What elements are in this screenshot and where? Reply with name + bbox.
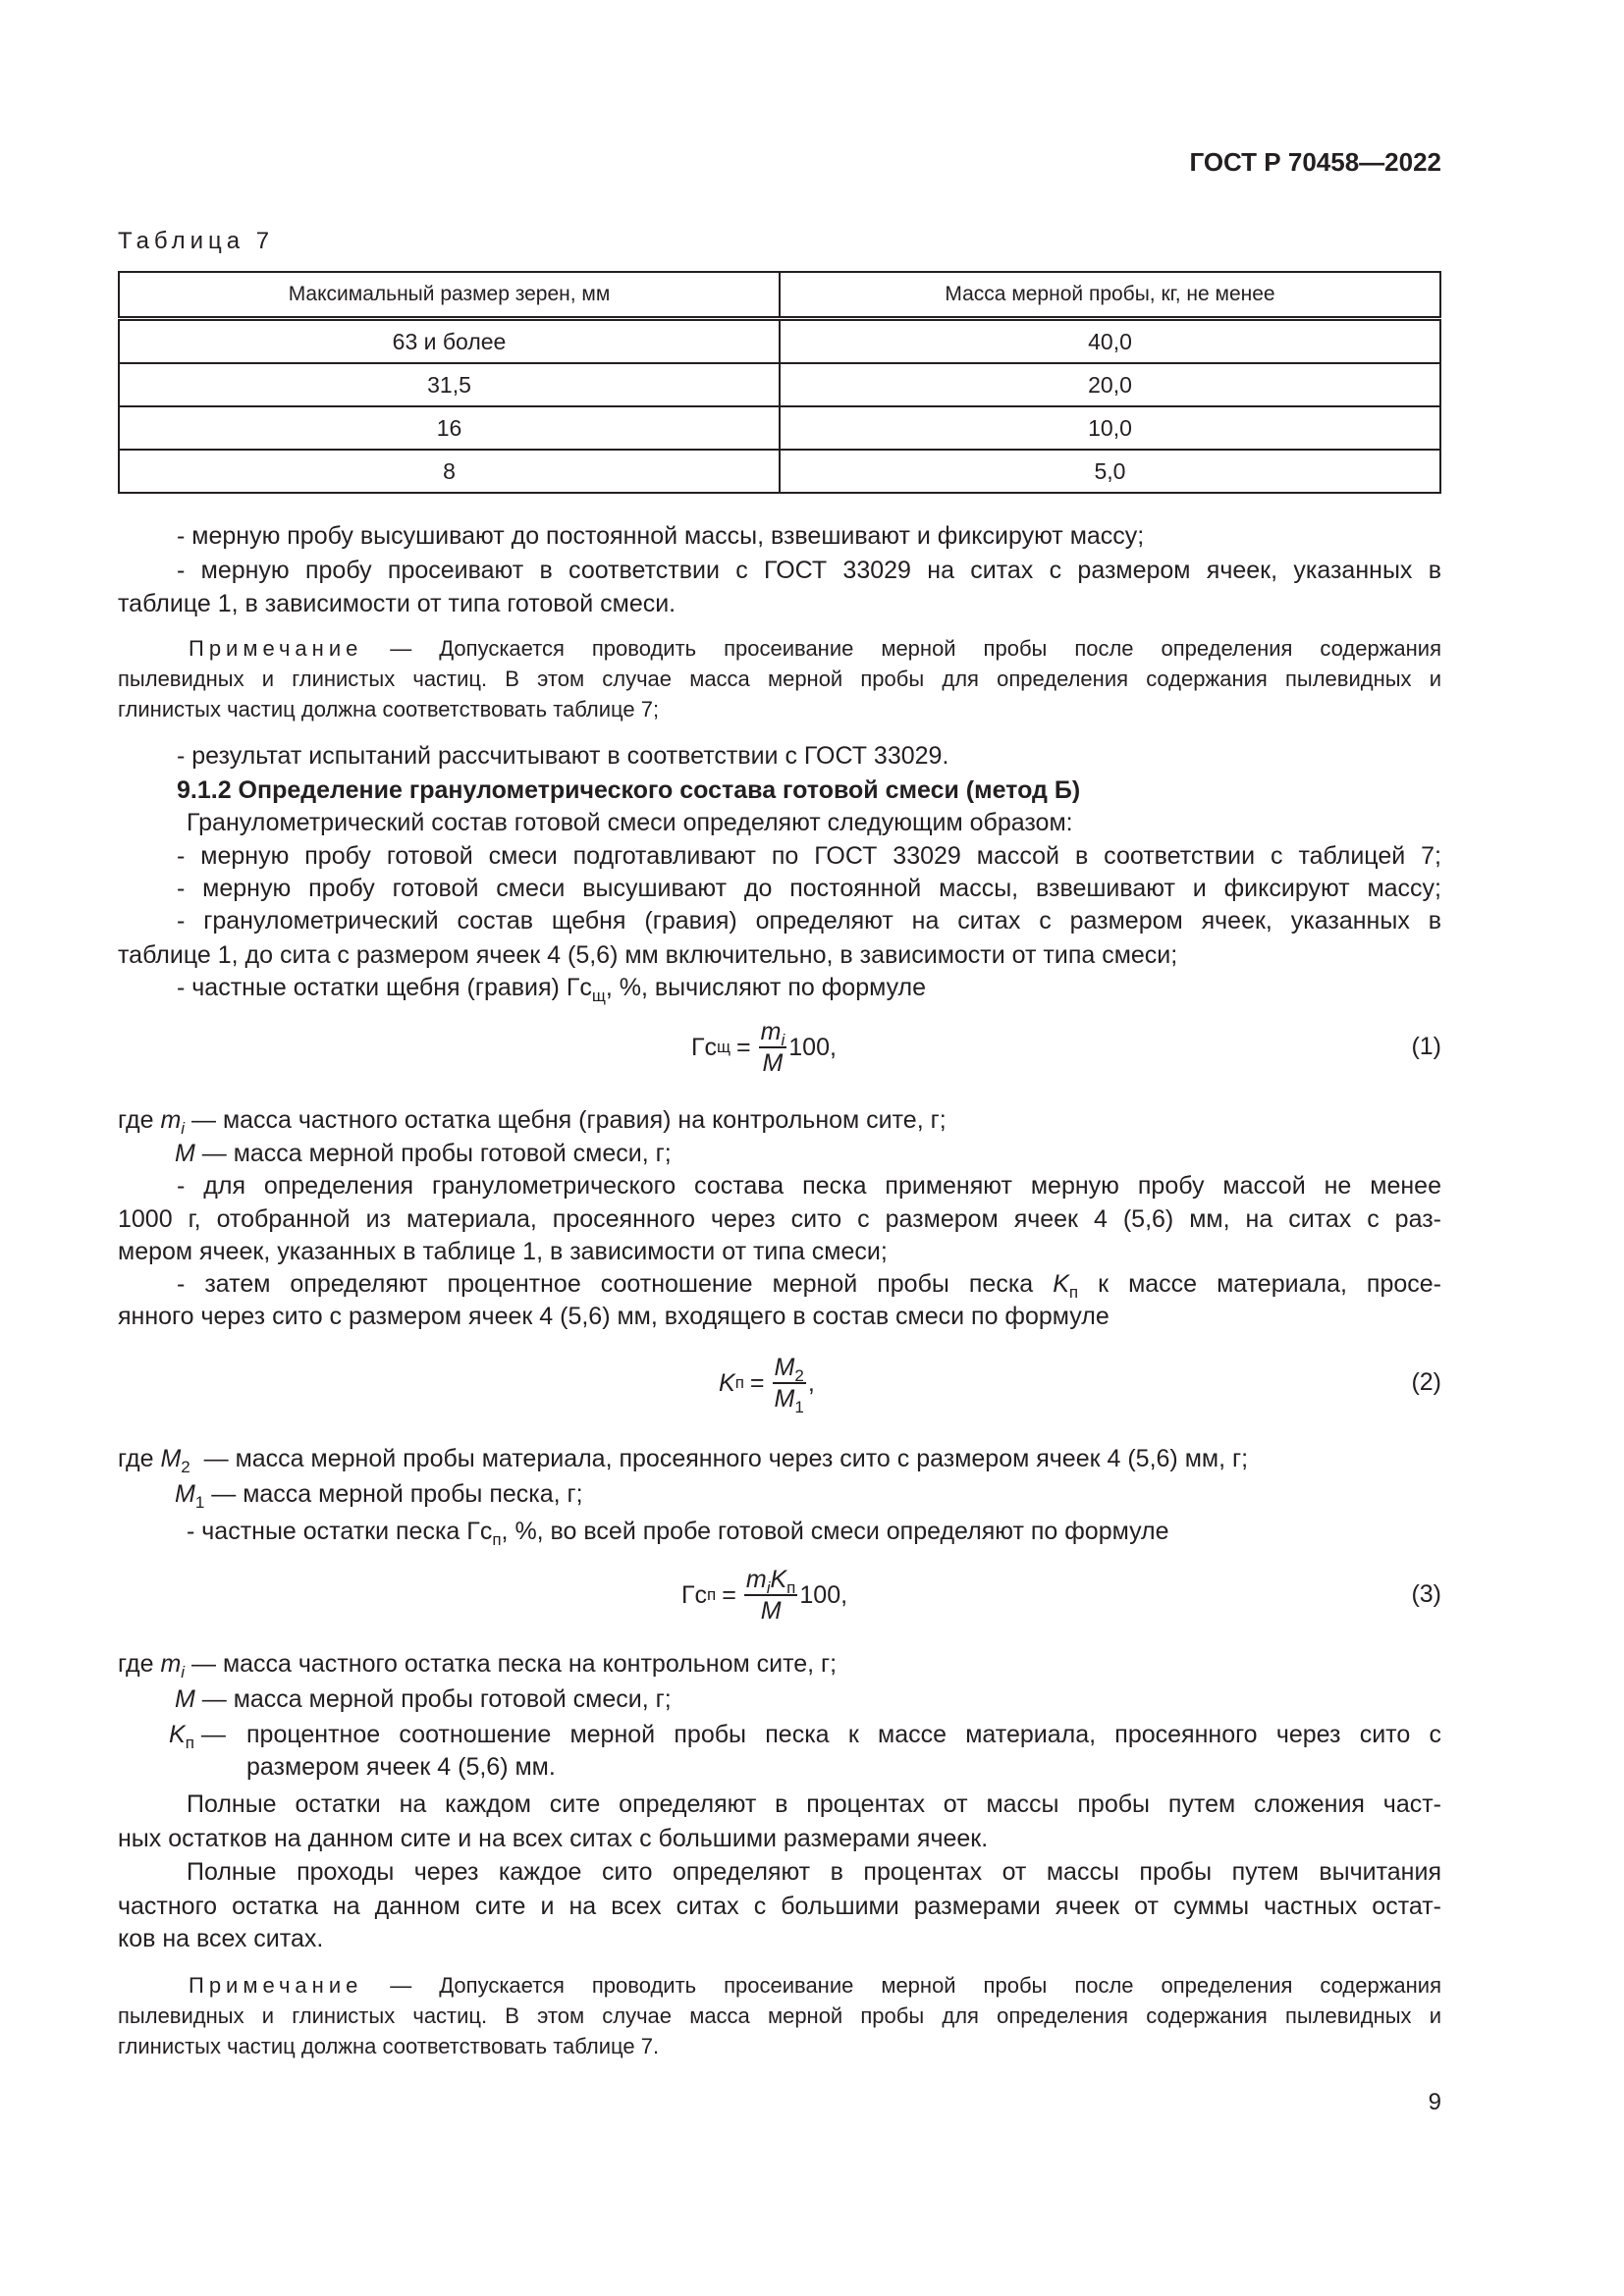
- formula-tail: 100,: [799, 1580, 848, 1609]
- subscript: [781, 1031, 785, 1049]
- note-line: глинистых частиц должна соответствовать таблице 7.: [118, 2034, 660, 2058]
- text-line: Полные остатки на каждом сите определяют в процентах от массы пробы путем сложения част-: [187, 1790, 1441, 1818]
- table-cell: 63 и более: [119, 319, 780, 364]
- numerator: [759, 1017, 787, 1048]
- text-line: - мерную пробу высушивают до постоянной массы, взвешивают и фиксируют массу;: [177, 522, 1145, 550]
- text-line: Гранулометрический состав готовой смеси определяют следующим образом:: [187, 809, 1073, 836]
- text: — масса мерной пробы песка, г;: [204, 1480, 583, 1508]
- note-text: — Допускается проводить просеивание мерной пробы после определения содержания: [362, 636, 1441, 661]
- text: где: [118, 1106, 161, 1134]
- note-line: [189, 1971, 1441, 2004]
- text: - частные остатки щебня (гравия) Гс: [177, 974, 592, 1001]
- text: — масса частного остатка песка на контрольном сите, г;: [185, 1650, 838, 1678]
- formula-lhs: Гс: [691, 1033, 718, 1061]
- subscript: п: [185, 1734, 194, 1752]
- text-line: таблице 1, до сита с размером ячеек 4 (5,6) мм включительно, в зависимости от типа смеси;: [118, 941, 1178, 969]
- text-line: [169, 1718, 226, 1751]
- text-line: - мерную пробу просеивают в соответствии с ГОСТ 33029 на ситах с размером ячеек, указанных в: [177, 557, 1441, 584]
- subscript: щ: [591, 987, 606, 1005]
- text-line: частного остатка на данном сите и на всех ситах с большими размерами ячеек от суммы частных остат-: [118, 1893, 1441, 1920]
- variable: M: [774, 1354, 795, 1381]
- denominator: [761, 1596, 782, 1626]
- subscript: i: [181, 1119, 186, 1138]
- formula-3: Гс п = $\frac{m_iK_п}{M}$ 100,: [681, 1566, 848, 1625]
- equals-sign: =: [722, 1580, 736, 1609]
- note-label: Примечание: [189, 1973, 363, 1998]
- formula-2: K п = $\frac{M_2}{M_1}$ ,: [719, 1354, 815, 1416]
- variable: M: [175, 1140, 195, 1167]
- table-header-row: [119, 272, 1440, 319]
- text-line: - гранулометрический состав щебня (гравия) определяют на ситах с размером ячеек, указанных в: [177, 907, 1441, 934]
- text-line: ных остатков на данном сите и на всех ситах с большими размерами ячеек.: [118, 1825, 989, 1852]
- numerator: [773, 1353, 806, 1384]
- formula-tail: ,: [807, 1368, 815, 1397]
- note-text: — Допускается проводить просеивание мерной пробы после определения содержания: [362, 1973, 1441, 1998]
- table-row: [119, 363, 1440, 406]
- text: - частные остатки песка Гс: [187, 1518, 493, 1545]
- subscript: 1: [794, 1398, 804, 1416]
- variable: K: [169, 1721, 186, 1748]
- table-cell: 31,5: [119, 363, 780, 406]
- variable: m: [760, 1018, 782, 1045]
- table-7: [118, 271, 1441, 494]
- table-cell: 10,0: [780, 406, 1440, 450]
- equation-number: (3): [1411, 1580, 1441, 1608]
- table-cell: 5,0: [780, 450, 1440, 493]
- subscript: 2: [181, 1458, 190, 1476]
- text-line: [175, 1137, 672, 1170]
- table-row: [119, 450, 1440, 493]
- page-number: 9: [1428, 2089, 1441, 2115]
- variable: K: [770, 1566, 787, 1593]
- text-line: размером ячеек 4 (5,6) мм.: [246, 1753, 556, 1781]
- subscript: п: [492, 1530, 502, 1549]
- formula-1: Гс щ = $\frac{m_i}{M}$ 100,: [691, 1018, 837, 1077]
- text-line: [177, 971, 926, 1004]
- note-line: [189, 634, 1441, 667]
- text-line: - мерную пробу готовой смеси подготавливают по ГОСТ 33029 массой в соответствии с таблицей 7;: [177, 842, 1441, 870]
- formula-lhs: K: [719, 1368, 735, 1397]
- fraction: [759, 1017, 787, 1078]
- subscript: 2: [794, 1366, 804, 1385]
- text: к массе материала, просе-: [1078, 1270, 1441, 1298]
- document-id: ГОСТ Р 70458—2022: [1189, 147, 1441, 177]
- equals-sign: =: [749, 1368, 765, 1397]
- text: — масса мерной пробы готовой смеси, г;: [194, 1140, 672, 1167]
- subscript: п: [1068, 1283, 1079, 1301]
- text-line: [118, 1442, 1248, 1475]
- fraction: [744, 1565, 798, 1626]
- text: — масса частного остатка щебня (гравия) на контрольном сите, г;: [185, 1106, 947, 1134]
- note-label: Примечание: [189, 636, 363, 661]
- text: , %, во всей пробе готовой смеси определяют по формуле: [501, 1518, 1169, 1545]
- variable: M: [762, 1049, 784, 1077]
- formula-tail: 100,: [788, 1033, 837, 1061]
- table-row: [119, 406, 1440, 450]
- text-line: [118, 1647, 837, 1681]
- text: где: [118, 1650, 161, 1678]
- text-line: ков на всех ситах.: [118, 1925, 324, 1952]
- variable: m: [160, 1106, 182, 1134]
- variable: i: [781, 1031, 785, 1049]
- note-line: пылевидных и глинистых частиц. В этом случае масса мерной пробы для определения содержания пылевидных и: [118, 667, 1441, 691]
- table-cell: 8: [119, 450, 780, 493]
- subscript: п: [786, 1578, 796, 1597]
- variable: K: [1053, 1270, 1069, 1298]
- variable: M: [774, 1385, 795, 1413]
- text-line: - для определения гранулометрического состава песка применяют мерную пробу массой не менее: [177, 1172, 1441, 1200]
- text-line: мером ячеек, указанных в таблице 1, в зависимости от типа смеси;: [118, 1238, 888, 1265]
- fraction: [773, 1353, 806, 1414]
- text-line: [177, 1267, 1441, 1301]
- denominator: [763, 1048, 784, 1078]
- text-line: 1000 г, отобранной из материала, просеянного через сито с размером ячеек 4 (5,6) мм, на ситах с раз-: [118, 1205, 1441, 1233]
- subscript: i: [181, 1663, 186, 1682]
- text: - затем определяют процентное соотношение мерной пробы песка: [177, 1270, 1054, 1298]
- text: , %, вычисляют по формуле: [605, 974, 927, 1001]
- text-line: таблице 1, в зависимости от типа готовой смеси.: [118, 590, 677, 617]
- table-caption: Таблица 7: [118, 228, 275, 254]
- equals-sign: =: [736, 1033, 751, 1061]
- variable: M: [160, 1445, 182, 1472]
- text: —: [193, 1721, 226, 1748]
- text-line: - мерную пробу готовой смеси высушивают до постоянной массы, взвешивают и фиксируют массу;: [177, 875, 1441, 902]
- text-line: Полные проходы через каждое сито определяют в процентах от массы пробы путем вычитания: [187, 1858, 1441, 1886]
- note-line: глинистых частиц должна соответствовать таблице 7;: [118, 697, 660, 721]
- table-cell: 16: [119, 406, 780, 450]
- denominator: [775, 1384, 804, 1414]
- text-line: [118, 1103, 947, 1137]
- text-line: [187, 1515, 1169, 1548]
- numerator: [744, 1565, 798, 1596]
- variable: M: [175, 1685, 195, 1713]
- text-line: [175, 1682, 672, 1716]
- variable: m: [745, 1566, 767, 1593]
- formula-lhs: Гс: [681, 1580, 708, 1609]
- note-line: пылевидных и глинистых частиц. В этом случае масса мерной пробы для определения содержания пылевидных и: [118, 2003, 1441, 2028]
- equation-number: (1): [1411, 1033, 1441, 1060]
- column-header: Масса мерной пробы, кг, не менее: [780, 272, 1440, 319]
- text-line: янного через сито с размером ячеек 4 (5,6) мм, входящего в состав смеси по формуле: [118, 1303, 1110, 1330]
- text: где: [118, 1445, 161, 1472]
- text: — масса мерной пробы готовой смеси, г;: [194, 1685, 672, 1713]
- variable: M: [760, 1597, 782, 1625]
- table-cell: 20,0: [780, 363, 1440, 406]
- text: — масса мерной пробы материала, просеянного через сито с размером ячеек 4 (5,6) мм, г;: [189, 1445, 1249, 1472]
- column-header: Максимальный размер зерен, мм: [119, 272, 780, 319]
- text-line: процентное соотношение мерной пробы песка к массе материала, просеянного через сито с: [246, 1721, 1441, 1748]
- subscript: 1: [194, 1493, 205, 1512]
- variable: m: [160, 1650, 182, 1678]
- equation-number: (2): [1411, 1368, 1441, 1396]
- table-row: [119, 319, 1440, 364]
- subscript: i: [766, 1578, 771, 1597]
- variable: M: [175, 1480, 195, 1508]
- section-heading: 9.1.2 Определение гранулометрического состава готовой смеси (метод Б): [177, 776, 1081, 804]
- text-line: [175, 1477, 583, 1511]
- table-cell: 40,0: [780, 319, 1440, 364]
- text-line: - результат испытаний рассчитывают в соответствии с ГОСТ 33029.: [177, 742, 949, 770]
